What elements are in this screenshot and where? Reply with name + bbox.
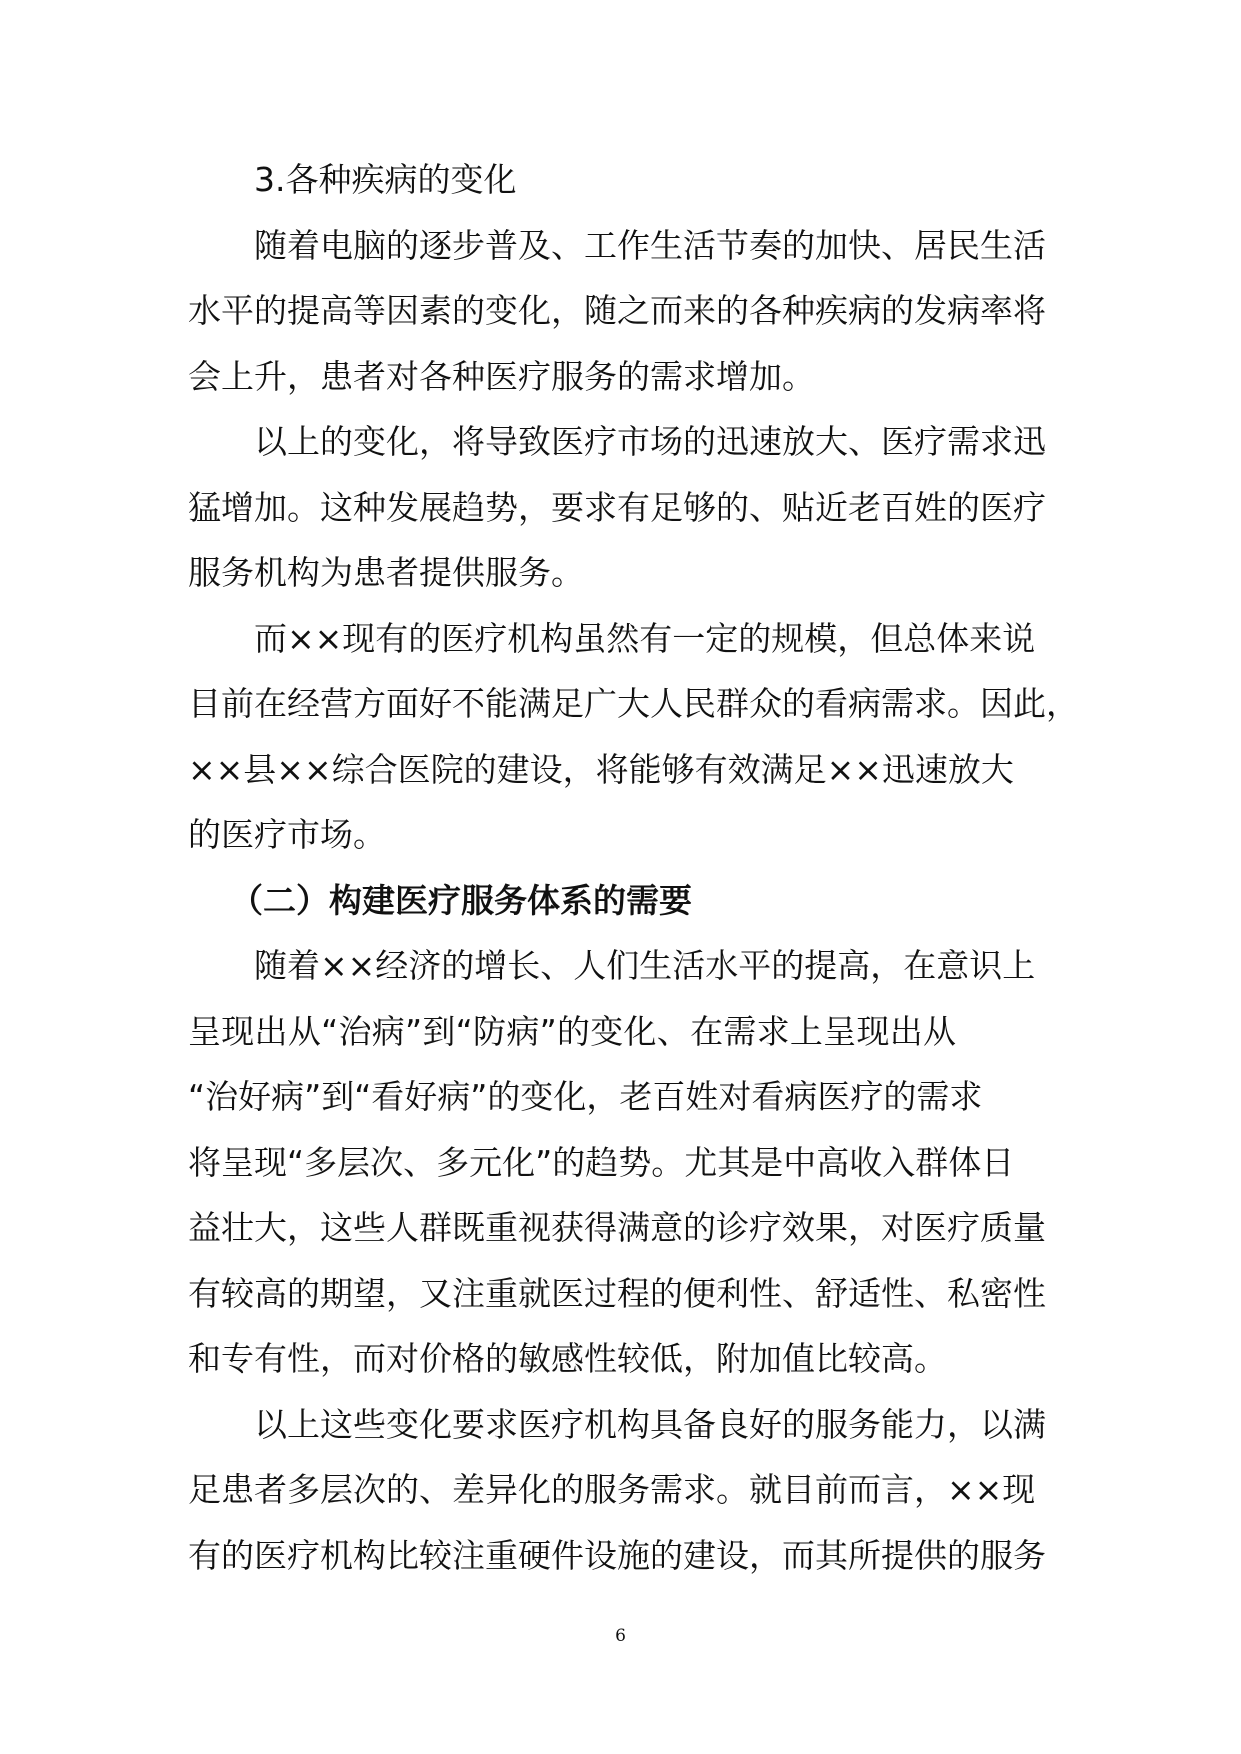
paragraph [188, 933, 1046, 1392]
paragraph-line: 足患者多层次的、差异化的服务需求。就目前而言，××现 [188, 1470, 1036, 1509]
paragraph-line: 而××现有的医疗机构虽然有一定的规模，但总体来说 [254, 618, 1036, 658]
paragraph-line: 将呈现“多层次、多元化”的趋势。尤其是中高收入群体日 [188, 1142, 1015, 1182]
paragraph-line: 目前在经营方面好不能满足广大人民群众的看病需求。因此， [188, 684, 1079, 723]
paragraph-line: 和专有性，而对价格的敏感性较低，附加值比较高。 [188, 1339, 947, 1378]
paragraph-line: 水平的提高等因素的变化，随之而来的各种疾病的发病率将 [188, 291, 1046, 330]
paragraph [188, 409, 1046, 606]
paragraph-line: ××县××综合医院的建设，将能够有效满足××迅速放大 [188, 749, 1014, 789]
paragraph-line: 益壮大，这些人群既重视获得满意的诊疗效果，对医疗质量 [188, 1208, 1046, 1247]
paragraph-line: 有的医疗机构比较注重硬件设施的建设，而其所提供的服务 [188, 1535, 1046, 1575]
subsection-heading: 3.各种疾病的变化 [254, 160, 517, 199]
paragraph-line: 以上的变化，将导致医疗市场的迅速放大、医疗需求迅 [254, 422, 1046, 461]
paragraph [188, 213, 1046, 410]
section-heading: （二）构建医疗服务体系的需要 [230, 880, 692, 920]
paragraph-line: 服务机构为患者提供服务。 [188, 553, 584, 592]
paragraph-line: 以上这些变化要求医疗机构具备良好的服务能力，以满 [254, 1404, 1046, 1444]
page-number: 6 [615, 1626, 626, 1646]
paragraph-line: 随着××经济的增长、人们生活水平的提高，在意识上 [254, 946, 1036, 985]
paragraph-line: 随着电脑的逐步普及、工作生活节奏的加快、居民生活 [254, 225, 1046, 265]
paragraph [188, 1392, 1046, 1589]
paragraph-line: “治好病”到“看好病”的变化，老百姓对看病医疗的需求 [188, 1077, 983, 1116]
paragraph-line: 有较高的期望，又注重就医过程的便利性、舒适性、私密性 [188, 1273, 1046, 1313]
paragraph [188, 606, 1079, 868]
paragraph-line: 会上升，患者对各种医疗服务的需求增加。 [188, 356, 815, 396]
paragraph-line: 猛增加。这种发展趋势，要求有足够的、贴近老百姓的医疗 [188, 487, 1046, 527]
paragraph-line: 呈现出从“治病”到“防病”的变化、在需求上呈现出从 [188, 1011, 956, 1051]
paragraph-line: 的医疗市场。 [188, 815, 386, 854]
document-body [188, 147, 1079, 1588]
